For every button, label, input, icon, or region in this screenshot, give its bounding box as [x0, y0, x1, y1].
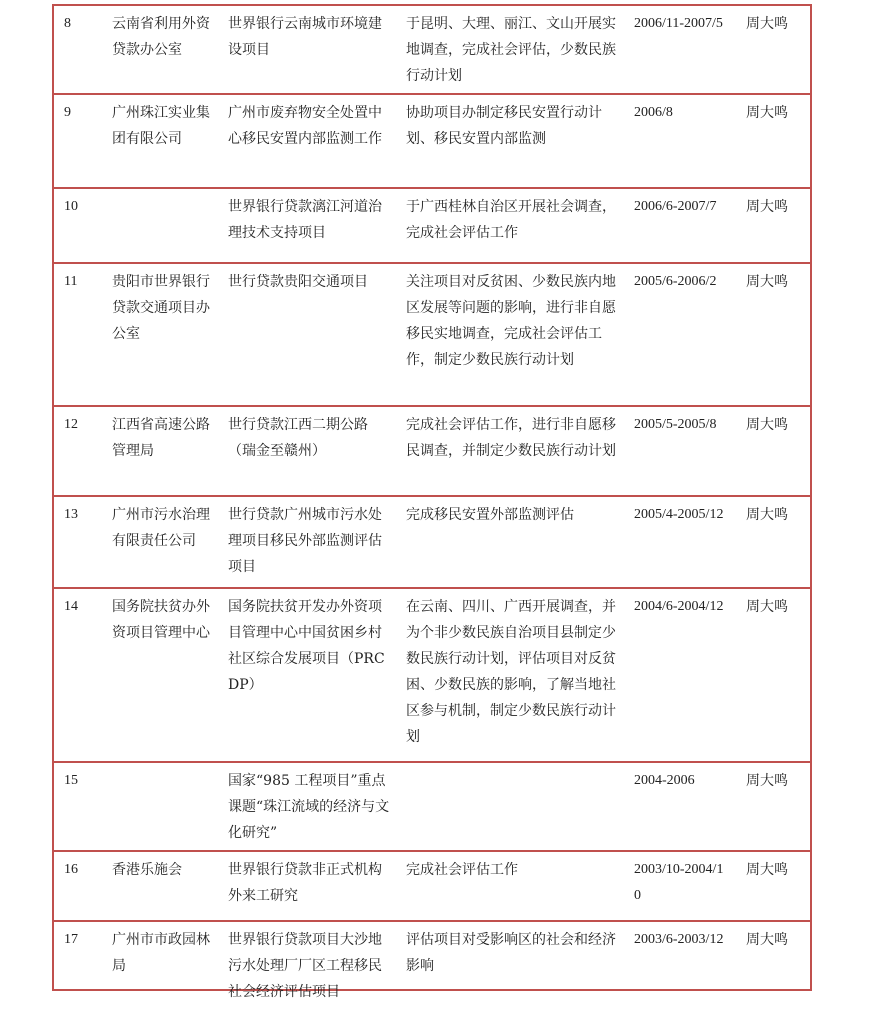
client-org: 贵阳市世界银行贷款交通项目办公室	[102, 263, 218, 406]
period: 2003/10-2004/10	[624, 851, 736, 921]
document-page	[52, 4, 812, 1000]
work-content: 关注项目对反贫困、少数民族内地区发展等问题的影响，进行非自愿移民实地调查，完成社会评估工作，制定少数民族行动计划	[396, 263, 624, 406]
project-name: 世界银行贷款漓江河道治理技术支持项目	[218, 188, 396, 263]
client-org: 香港乐施会	[102, 851, 218, 921]
work-content: 于广西桂林自治区开展社会调查，完成社会评估工作	[396, 188, 624, 263]
work-content: 完成移民安置外部监测评估	[396, 496, 624, 588]
work-content: 完成社会评估工作	[396, 851, 624, 921]
table-row	[54, 406, 810, 496]
period: 2005/4-2005/12	[624, 496, 736, 588]
period: 2004-2006	[624, 762, 736, 851]
client-org: 广州市污水治理有限责任公司	[102, 496, 218, 588]
work-content: 评估项目对受影响区的社会和经济影响	[396, 921, 624, 1009]
project-name: 国家“985 工程项目”重点课题“珠江流域的经济与文化研究”	[218, 762, 396, 851]
table-row	[54, 263, 810, 406]
project-name: 世行贷款江西二期公路（瑞金至赣州）	[218, 406, 396, 496]
table-row	[54, 188, 810, 263]
table-row	[54, 921, 810, 1009]
row-number: 16	[54, 851, 102, 921]
period: 2005/5-2005/8	[624, 406, 736, 496]
row-number: 10	[54, 188, 102, 263]
client-org: 广州市市政园林局	[102, 921, 218, 1009]
row-number: 15	[54, 762, 102, 851]
client-org: 国务院扶贫办外资项目管理中心	[102, 588, 218, 762]
work-content: 在云南、四川、广西开展调查，并为个非少数民族自治项目县制定少数民族行动计划，评估项目对反贫困、少数民族的影响，了解当地社区参与机制，制定少数民族行动计划	[396, 588, 624, 762]
person-in-charge: 周大鸣	[736, 851, 810, 921]
row-number: 9	[54, 94, 102, 188]
person-in-charge: 周大鸣	[736, 762, 810, 851]
row-number: 17	[54, 921, 102, 1009]
person-in-charge: 周大鸣	[736, 94, 810, 188]
client-org: 云南省利用外资贷款办公室	[112, 16, 210, 58]
period: 2004/6-2004/12	[624, 588, 736, 762]
work-content: 协助项目办制定移民安置行动计划、移民安置内部监测	[396, 94, 624, 188]
table-row	[54, 6, 810, 94]
table-row	[54, 851, 810, 921]
row-number: 8	[64, 16, 71, 31]
person-in-charge: 周大鸣	[736, 188, 810, 263]
project-name: 广州市废弃物安全处置中心移民安置内部监测工作	[218, 94, 396, 188]
row-number: 12	[54, 406, 102, 496]
project-name: 世行贷款贵阳交通项目	[218, 263, 396, 406]
project-name: 世行贷款广州城市污水处理项目移民外部监测评估项目	[218, 496, 396, 588]
client-org: 江西省高速公路管理局	[102, 406, 218, 496]
client-org	[102, 762, 218, 851]
table-row	[54, 94, 810, 188]
period: 2006/6-2007/7	[624, 188, 736, 263]
project-name: 世界银行贷款项目大沙地污水处理厂厂区工程移民社会经济评估项目	[218, 921, 396, 1009]
row-number: 11	[54, 263, 102, 406]
project-name: 世界银行云南城市环境建设项目	[228, 16, 382, 58]
project-name: 国务院扶贫开发办外资项目管理中心中国贫困乡村社区综合发展项目（PRCDP）	[218, 588, 396, 762]
person-in-charge: 周大鸣	[736, 263, 810, 406]
table-row	[54, 496, 810, 588]
period: 2005/6-2006/2	[624, 263, 736, 406]
work-content	[396, 762, 624, 851]
client-org: 广州珠江实业集团有限公司	[102, 94, 218, 188]
row-number: 14	[54, 588, 102, 762]
row-number: 13	[54, 496, 102, 588]
work-content: 完成社会评估工作，进行非自愿移民调查，并制定少数民族行动计划	[396, 406, 624, 496]
person-in-charge: 周大鸣	[736, 406, 810, 496]
person-in-charge: 周大鸣	[736, 921, 810, 1009]
work-content: 于昆明、大理、丽江、文山开展实地调查，完成社会评估，少数民族行动计划	[406, 16, 616, 84]
table-row	[54, 762, 810, 851]
period: 2003/6-2003/12	[624, 921, 736, 1009]
period: 2006/8	[624, 94, 736, 188]
person-in-charge: 周大鸣	[746, 16, 788, 32]
person-in-charge: 周大鸣	[736, 496, 810, 588]
client-org	[102, 188, 218, 263]
project-name: 世界银行贷款非正式机构外来工研究	[218, 851, 396, 921]
period: 2006/11-2007/5	[634, 16, 723, 31]
table-row	[54, 588, 810, 762]
project-table	[54, 6, 810, 1009]
person-in-charge: 周大鸣	[736, 588, 810, 762]
